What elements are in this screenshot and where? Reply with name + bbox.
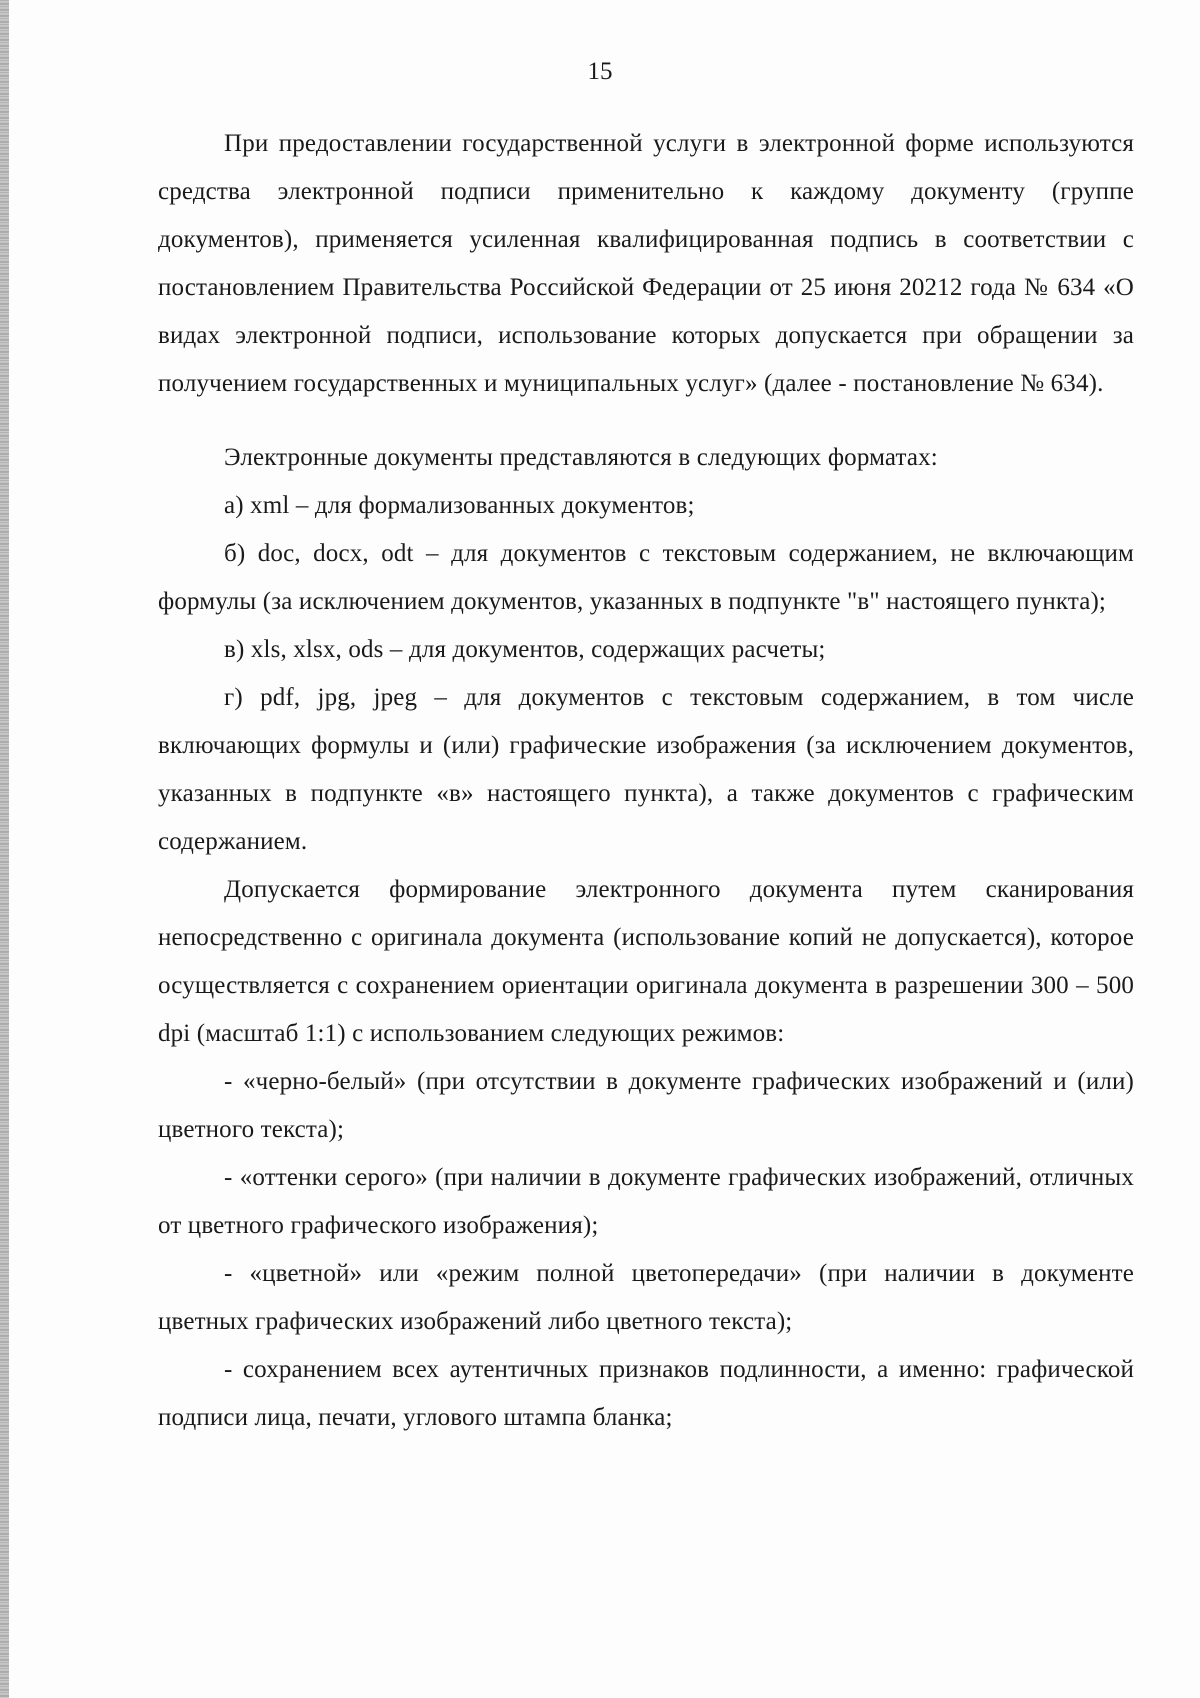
list-item-format-g: г) pdf, jpg, jpeg – для документов с текстовым содержанием, в том числе включающих формулы и (или) графические изображения (за исключением документов, указанных в подпункте «в» настоящего пункта), а также документов с графическим содержанием.: [158, 684, 1134, 855]
list-item-format-v: в) xls, xlsx, ods – для документов, содержащих расчеты;: [224, 636, 826, 663]
paragraph-formats-intro: Электронные документы представляются в следующих форматах:: [224, 444, 938, 471]
list-item-mode-grayscale: - «оттенки серого» (при наличии в документе графических изображений, отличных от цветного графического изображения);: [158, 1164, 1134, 1239]
paragraph-electronic-signature: При предоставлении государственной услуги в электронной форме используются средства электронной подписи применительно к каждому документу (группе документов), применяется усиленная квалифицированная подпись в соответствии с постановлением Правительства Российской Федерации от 25 июня 20212 года № 634 «О видах электронной подписи, использование которых допускается при обращении за получением государственных и муниципальных услуг» (далее - постановление № 634).: [158, 130, 1134, 397]
paragraph-scanning: Допускается формирование электронного документа путем сканирования непосредственно с оригинала документа (использование копий не допускается), которое осуществляется с сохранением ориентации оригинала документа в разрешении 300 – 500 dpi (масштаб 1:1) с использованием следующих режимов:: [158, 876, 1134, 1047]
list-item-authenticity: - сохранением всех аутентичных признаков подлинности, а именно: графической подписи лица, печати, углового штампа бланка;: [158, 1356, 1134, 1431]
list-item-mode-color: - «цветной» или «режим полной цветопередачи» (при наличии в документе цветных графических изображений либо цветного текста);: [158, 1260, 1134, 1335]
list-item-mode-bw: - «черно-белый» (при отсутствии в документе графических изображений и (или) цветного текста);: [158, 1068, 1134, 1143]
list-item-format-b: б) doc, docx, odt – для документов с текстовым содержанием, не включающим формулы (за исключением документов, указанных в подпункте "в" настоящего пункта);: [158, 540, 1134, 615]
document-body: [158, 120, 1134, 1442]
paragraph-gap: [158, 408, 1134, 434]
page-number: 15: [587, 58, 613, 85]
scan-edge-artifact: [0, 0, 9, 1698]
list-item-format-a: а) xml – для формализованных документов;: [224, 492, 695, 519]
